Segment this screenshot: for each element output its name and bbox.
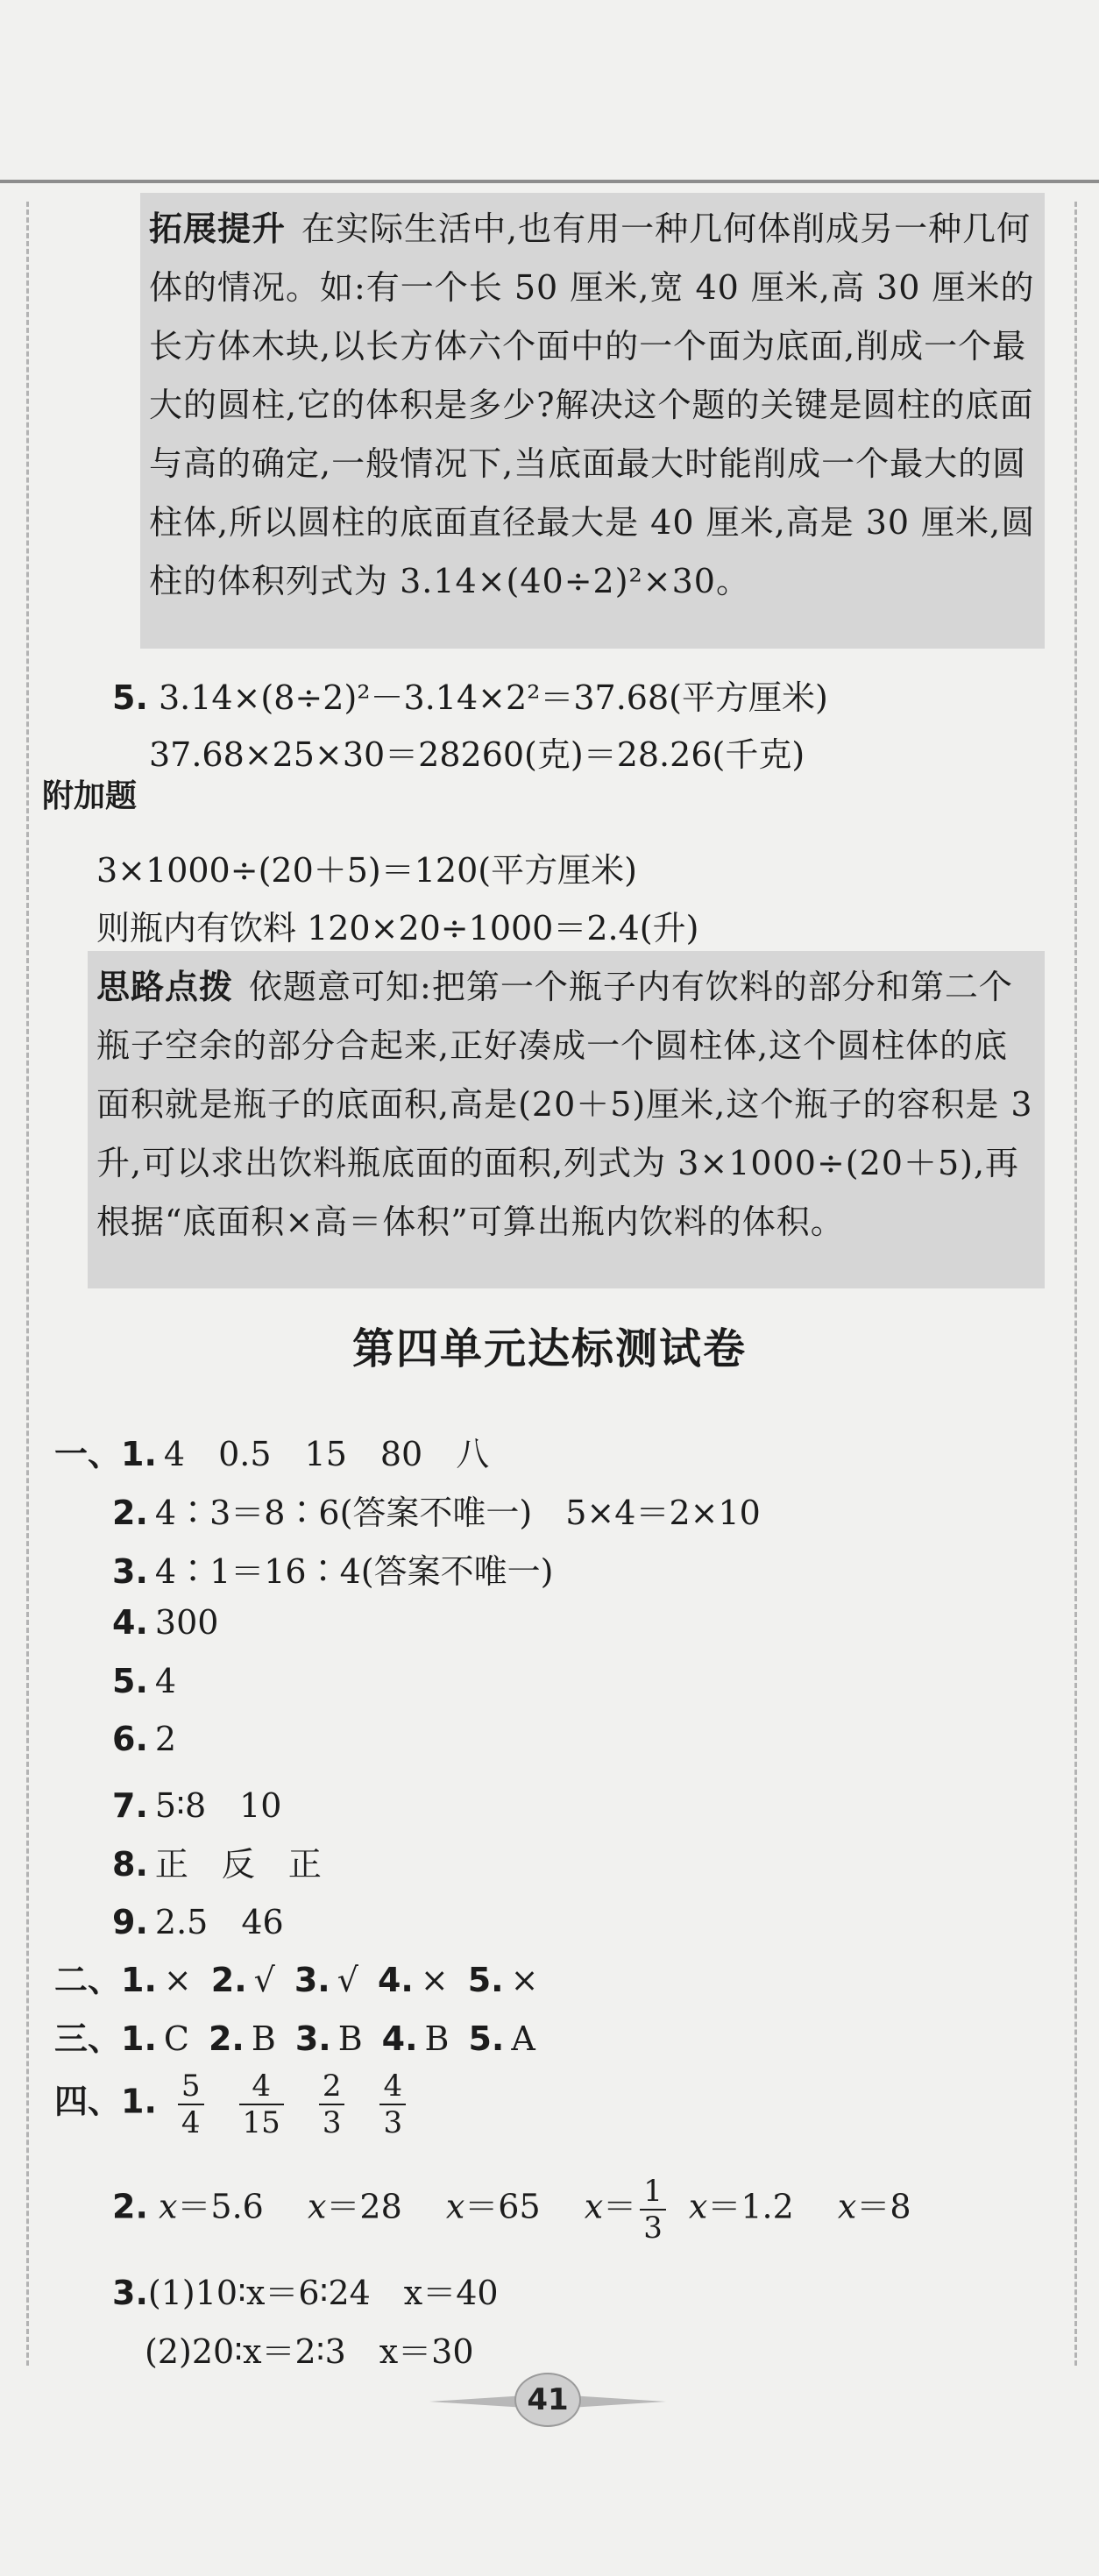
fraction bbox=[178, 2069, 204, 2140]
unit-title: 第四单元达标测试卷 bbox=[351, 1324, 747, 1373]
badge-left-wing bbox=[429, 2395, 526, 2408]
fraction-numerator: 5 bbox=[178, 2069, 204, 2105]
q2-answer-6: ＝8 bbox=[856, 2187, 911, 2226]
part1-item bbox=[112, 1720, 176, 1758]
item-answer: 2 bbox=[154, 1720, 177, 1758]
item-answer: B bbox=[424, 2019, 450, 2058]
item-number: 7. bbox=[112, 1786, 148, 1825]
fraction bbox=[319, 2069, 345, 2140]
item-answer: B bbox=[337, 2019, 363, 2058]
item-number: 3. bbox=[112, 1552, 148, 1591]
item-answer: × bbox=[420, 1961, 449, 1999]
part1-item bbox=[54, 1427, 489, 1475]
part1-item bbox=[112, 1895, 284, 1943]
item-answer: 4 0.5 15 80 八 bbox=[163, 1435, 490, 1473]
item-number: 2. bbox=[208, 2019, 245, 2058]
item-number: 1. bbox=[121, 2019, 157, 2058]
fraction-numerator: 2 bbox=[319, 2069, 345, 2105]
item-number: 5. bbox=[112, 1662, 148, 1700]
part1-item bbox=[112, 1544, 553, 1593]
item-answer: × bbox=[163, 1961, 192, 1999]
part4-prefix: 四、 bbox=[54, 2082, 122, 2121]
fraction-denominator: 3 bbox=[322, 2105, 342, 2140]
item-answer: A bbox=[511, 2019, 535, 2058]
part4-q3-line1 bbox=[112, 2266, 499, 2314]
q2-answer-5: ＝1.2 bbox=[707, 2187, 794, 2226]
hint-box bbox=[88, 951, 1045, 1288]
part1-item bbox=[112, 1837, 322, 1885]
item-number: 1. bbox=[121, 1435, 157, 1473]
var-x: x bbox=[445, 2187, 465, 2226]
q5-text1: 3.14×(8÷2)²－3.14×2²＝37.68(平方厘米) bbox=[158, 678, 828, 717]
item-answer: 5∶8 10 bbox=[154, 1786, 282, 1825]
part3-prefix: 三、 bbox=[54, 2019, 122, 2058]
q5-line2 bbox=[149, 727, 805, 776]
bonus-line1: 3×1000÷(20＋5)＝120(平方厘米) bbox=[96, 851, 637, 890]
q2-answer-4-fraction bbox=[640, 2174, 666, 2246]
item-answer: 正 反 正 bbox=[154, 1845, 322, 1884]
item-number: 9. bbox=[112, 1903, 148, 1941]
item-answer: 4 bbox=[154, 1662, 177, 1700]
part4-q3-line2: (2)20∶x＝2∶3 x＝30 bbox=[145, 2332, 474, 2371]
part4-q1-line bbox=[54, 2069, 429, 2140]
part1-prefix: 一、 bbox=[54, 1435, 122, 1473]
hint-text: 依题意可知:把第一个瓶子内有饮料的部分和第二个瓶子空余的部分合起来,正好凑成一个圆柱体,这个圆柱体的底面积就是瓶子的底面积,高是(20＋5)厘米,这个瓶子的容积是 3 升,可以求出饮料瓶底面的面积,列式为 3×1000÷(20＋5),再根据“底面积×高＝体积”可算出瓶内饮料的体积。 bbox=[96, 968, 1033, 1241]
var-x: x bbox=[837, 2187, 857, 2226]
item-answer: 4∶3＝8∶6(答案不唯一) 5×4＝2×10 bbox=[154, 1494, 761, 1532]
q2-answer-1: ＝5.6 bbox=[177, 2187, 264, 2226]
q2-answer-3: ＝65 bbox=[464, 2187, 541, 2226]
item-number: 4. bbox=[112, 1603, 148, 1642]
part2-line bbox=[54, 1953, 557, 2001]
part1-item bbox=[112, 1486, 761, 1534]
item-number: 4. bbox=[381, 2019, 418, 2058]
part4-q2-line: 2. x＝5.6 x＝28 x＝65 x＝ $\frac{1}{3}$ x＝1.2 x＝8 bbox=[112, 2174, 911, 2246]
var-x: x bbox=[688, 2187, 708, 2226]
fraction-denominator: 3 bbox=[643, 2211, 663, 2246]
fraction-numerator: 4 bbox=[379, 2069, 406, 2105]
header-rule bbox=[0, 180, 1099, 183]
item-number: 1. bbox=[121, 1961, 157, 1999]
item-answer: 4∶1＝16∶4(答案不唯一) bbox=[154, 1552, 554, 1591]
item-number: 4. bbox=[377, 1961, 414, 1999]
item-answer: 300 bbox=[154, 1603, 219, 1642]
fraction-numerator: 1 bbox=[640, 2174, 666, 2211]
item-answer: B bbox=[251, 2019, 276, 2058]
item-number: 5. bbox=[467, 1961, 504, 1999]
item-number: 3. bbox=[294, 1961, 330, 1999]
var-x: x bbox=[158, 2187, 178, 2226]
item-answer: √ bbox=[253, 1961, 275, 1999]
q5-line1 bbox=[112, 671, 828, 719]
right-margin-line bbox=[1074, 202, 1077, 2366]
var-x: x bbox=[584, 2187, 604, 2226]
page-number-badge bbox=[429, 2371, 666, 2432]
part2-prefix: 二、 bbox=[54, 1961, 122, 1999]
badge-right-wing bbox=[570, 2395, 666, 2408]
item-answer: √ bbox=[337, 1961, 358, 1999]
part1-item bbox=[112, 1662, 176, 1700]
part4-q1-number: 1. bbox=[121, 2082, 157, 2121]
fraction-denominator: 4 bbox=[181, 2105, 201, 2140]
item-answer: C bbox=[163, 2019, 189, 2058]
fraction-denominator: 15 bbox=[242, 2105, 280, 2140]
fraction-denominator: 3 bbox=[383, 2105, 403, 2140]
item-number: 2. bbox=[210, 1961, 247, 1999]
expand-text: 在实际生活中,也有用一种几何体削成另一种几何体的情况。如:有一个长 50 厘米,宽 40 厘米,高 30 厘米的长方体木块,以长方体六个面中的一个面为底面,削成一个最大的圆柱,它的体积是多少?解决这个题的关键是圆柱的底面与高的确定,一般情况下,当底面最大时能削成一个最大的圆柱体,所以圆柱的底面直径最大是 40 厘米,高是 30 厘米,圆柱的体积列式为 3.14×(40÷2)²×30。 bbox=[149, 209, 1036, 600]
item-answer: × bbox=[510, 1961, 539, 1999]
q2-answer-2: ＝28 bbox=[326, 2187, 402, 2226]
part1-item bbox=[112, 1603, 218, 1642]
var-x: x bbox=[307, 2187, 327, 2226]
q5-number: 5. bbox=[112, 678, 148, 717]
item-answer: 2.5 46 bbox=[154, 1903, 284, 1941]
part3-line bbox=[54, 2012, 555, 2060]
expand-box bbox=[140, 193, 1045, 649]
q3-text1: (1)10∶x＝6∶24 x＝40 bbox=[147, 2274, 499, 2312]
item-number: 3. bbox=[294, 2019, 331, 2058]
item-number: 6. bbox=[112, 1720, 148, 1758]
page-number: 41 bbox=[514, 2373, 581, 2427]
bonus-line2: 则瓶内有饮料 120×20÷1000＝2.4(升) bbox=[96, 909, 699, 947]
part4-q3-number: 3. bbox=[112, 2274, 148, 2312]
part1-item bbox=[112, 1778, 282, 1827]
item-number: 2. bbox=[112, 1494, 148, 1532]
fraction bbox=[379, 2069, 406, 2140]
part4-q2-number: 2. bbox=[112, 2187, 148, 2226]
fraction bbox=[239, 2069, 284, 2140]
expand-label: 拓展提升 bbox=[149, 209, 287, 248]
bonus-heading: 附加题 bbox=[42, 778, 138, 814]
hint-label: 思路点拨 bbox=[96, 968, 234, 1006]
left-margin-line bbox=[26, 202, 29, 2366]
item-number: 8. bbox=[112, 1845, 148, 1884]
fraction-numerator: 4 bbox=[239, 2069, 284, 2105]
item-number: 5. bbox=[468, 2019, 505, 2058]
q5-text2: 37.68×25×30＝28260(克)＝28.26(千克) bbox=[149, 735, 805, 774]
